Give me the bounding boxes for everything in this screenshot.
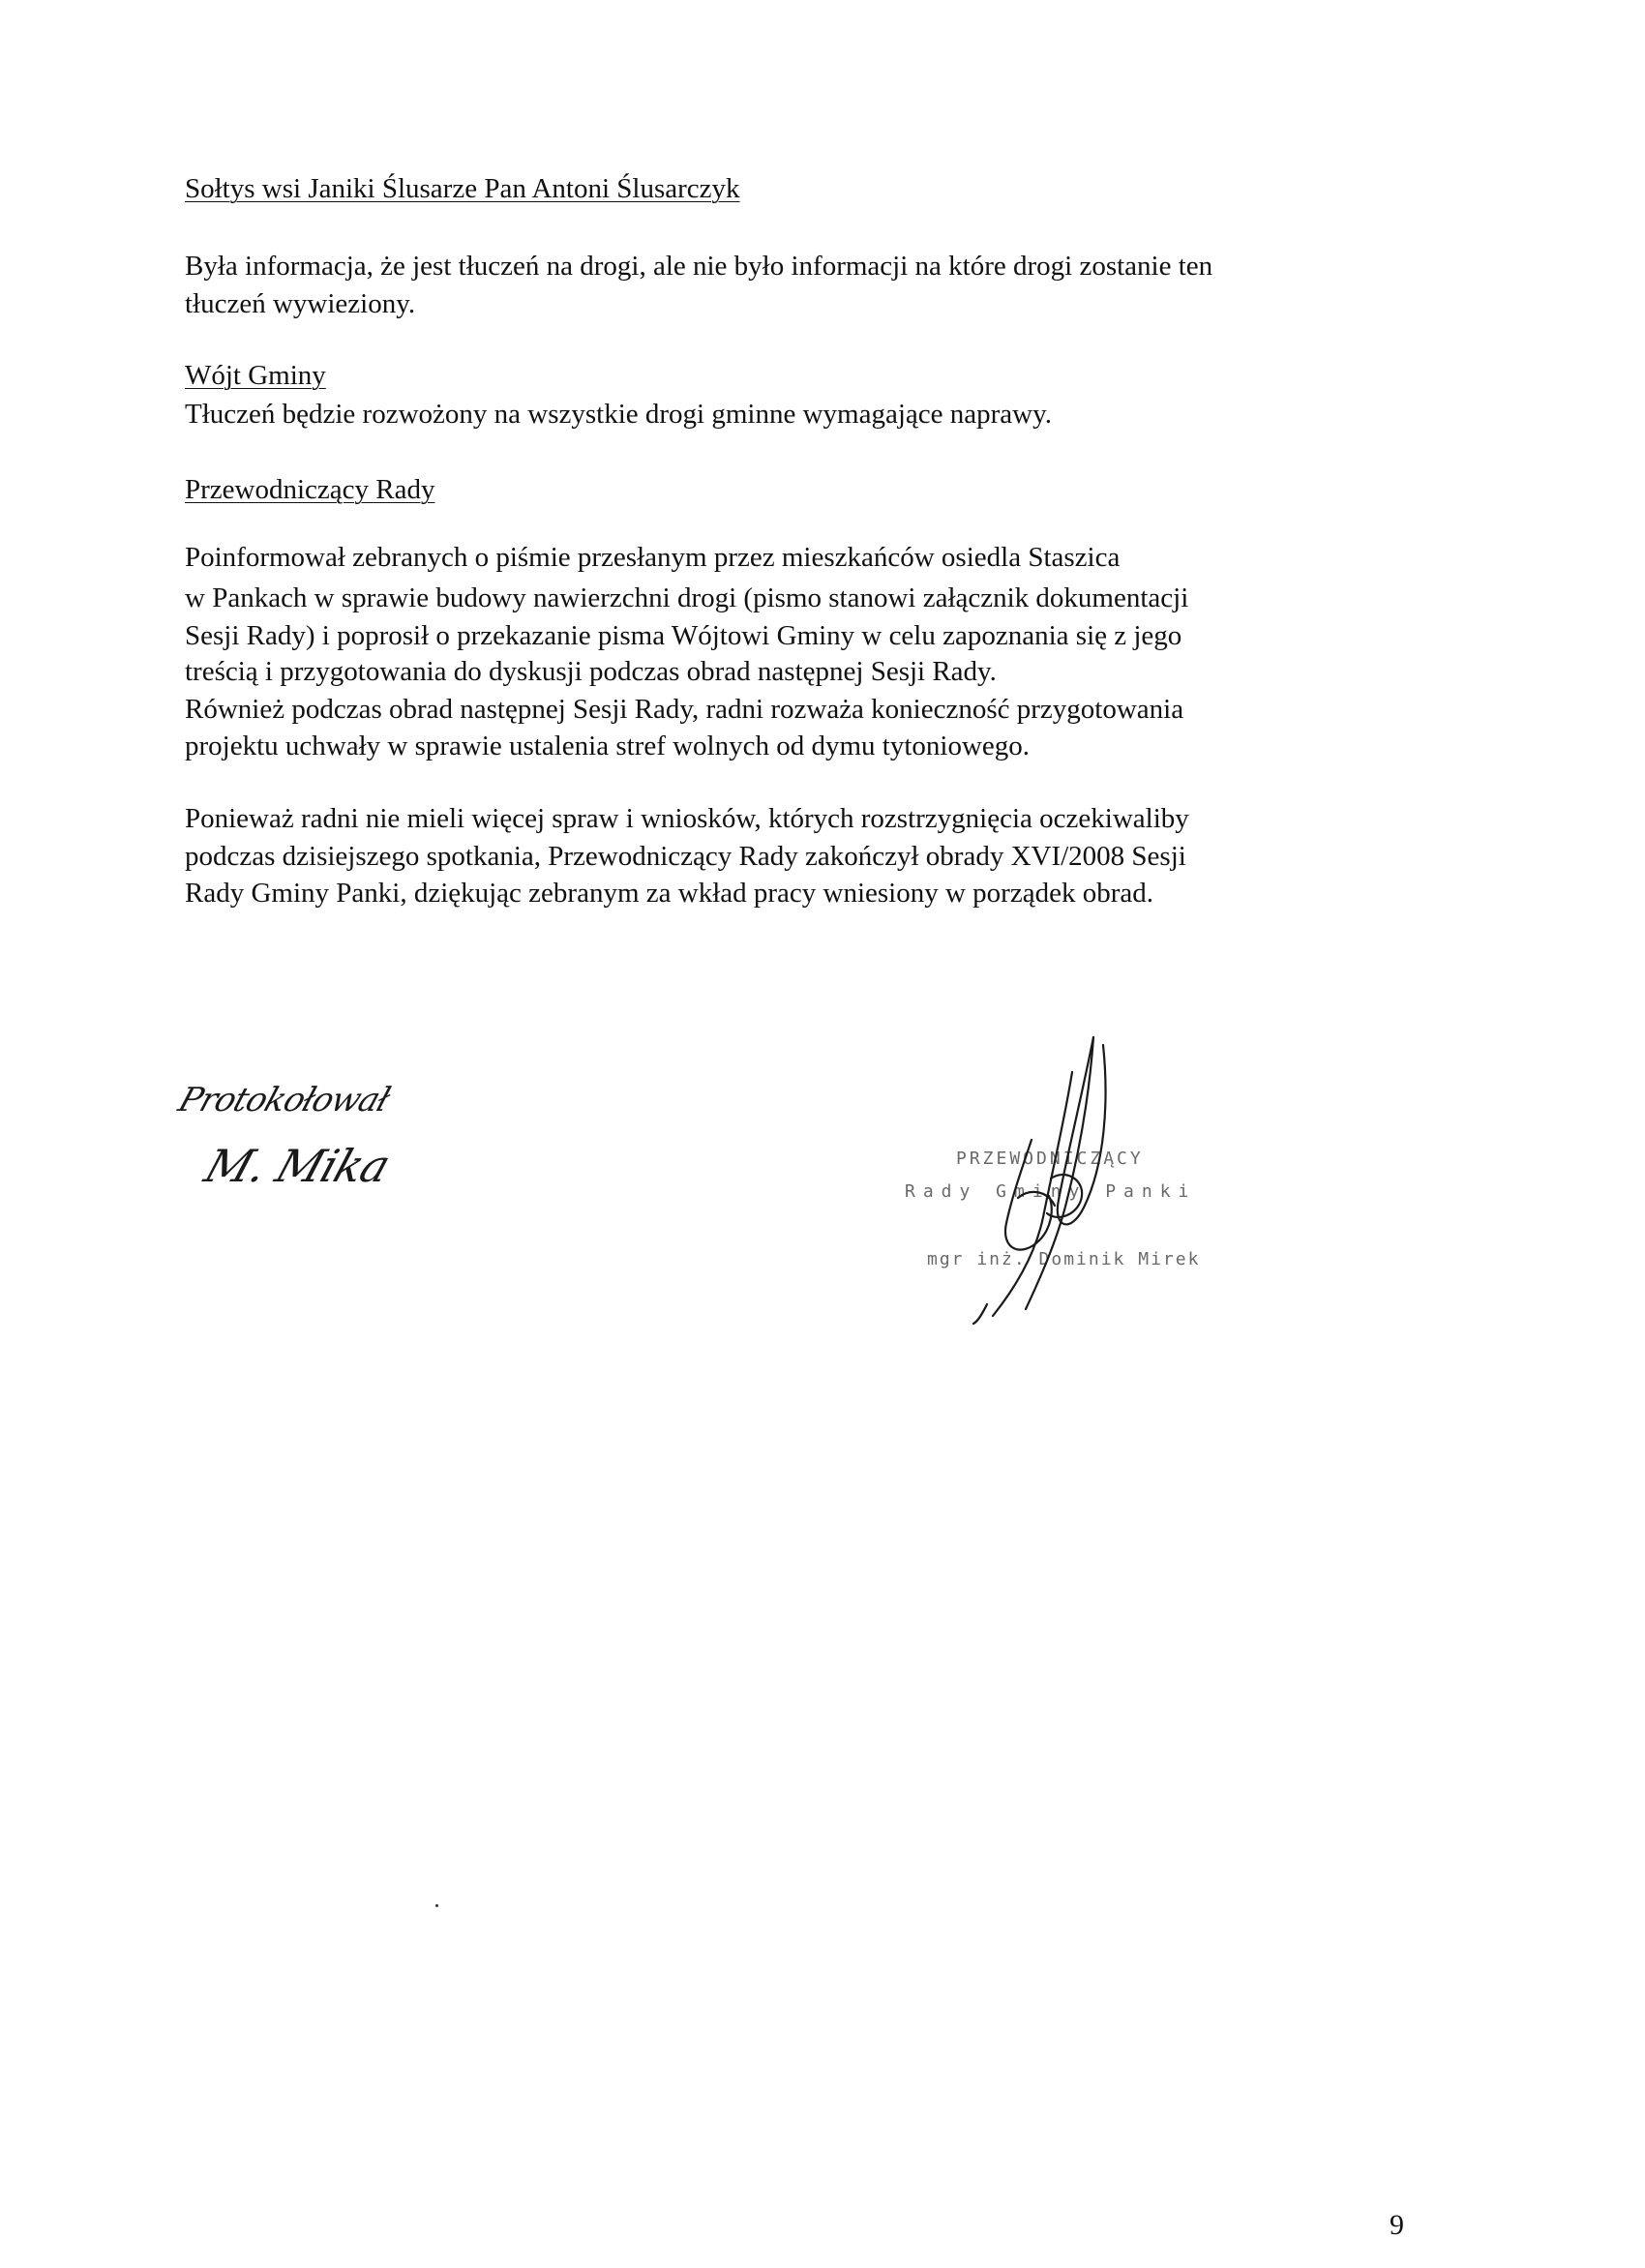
scan-speck bbox=[435, 1904, 438, 1907]
closing-line: Ponieważ radni nie mieli więcej spraw i wniosków, których rozstrzygnięcia oczekiwaliby bbox=[185, 803, 1189, 834]
closing-line: podczas dzisiejszego spotkania, Przewodniczący Rady zakończył obrady XVI/2008 Sesji bbox=[185, 841, 1186, 872]
paragraph-line: tłuczeń wywieziony. bbox=[185, 288, 416, 319]
paragraph-line: projektu uchwały w sprawie ustalenia stref wolnych od dymu tytoniowego. bbox=[185, 731, 1031, 761]
stamp-name: mgr inż. Dominik Mirek bbox=[927, 1249, 1201, 1269]
closing-line: Rady Gminy Panki, dziękując zebranym za wkład pracy wniesiony w porządek obrad. bbox=[185, 878, 1153, 909]
paragraph-line: Sesji Rady) i poprosił o przekazanie pisma Wójtowi Gminy w celu zapoznania się z jego bbox=[185, 620, 1182, 651]
paragraph-line: Tłuczeń będzie rozwożony na wszystkie drogi gminne wymagające naprawy. bbox=[185, 399, 1052, 430]
page-number: 9 bbox=[1390, 2209, 1404, 2241]
handwritten-note-line2: M. Mika bbox=[198, 1140, 397, 1192]
handwritten-note-line1: Protokołował bbox=[173, 1081, 395, 1119]
section-heading-soltys: Sołtys wsi Janiki Ślusarze Pan Antoni Ślusarczyk bbox=[185, 173, 740, 204]
paragraph-line: Również podczas obrad następnej Sesji Rady, radni rozważa konieczność przygotowania bbox=[185, 694, 1184, 725]
stamp-body: Rady Gminy Panki bbox=[905, 1181, 1197, 1202]
paragraph-line: Poinformował zebranych o piśmie przesłanym przez mieszkańców osiedla Staszica bbox=[185, 542, 1121, 573]
stamp-title: PRZEWODNICZĄCY bbox=[956, 1149, 1144, 1169]
section-heading-przewodniczacy: Przewodniczący Rady bbox=[185, 474, 435, 505]
signature-scribble bbox=[958, 1033, 1152, 1324]
section-heading-wojt: Wójt Gminy bbox=[185, 360, 326, 391]
paragraph-line: Była informacja, że jest tłuczeń na drogi, ale nie było informacji na które drogi zostanie ten bbox=[185, 251, 1213, 282]
paragraph-line: treścią i przygotowania do dyskusji podczas obrad następnej Sesji Rady. bbox=[185, 656, 997, 687]
paragraph-line: w Pankach w sprawie budowy nawierzchni drogi (pismo stanowi załącznik dokumentacji bbox=[185, 582, 1189, 613]
